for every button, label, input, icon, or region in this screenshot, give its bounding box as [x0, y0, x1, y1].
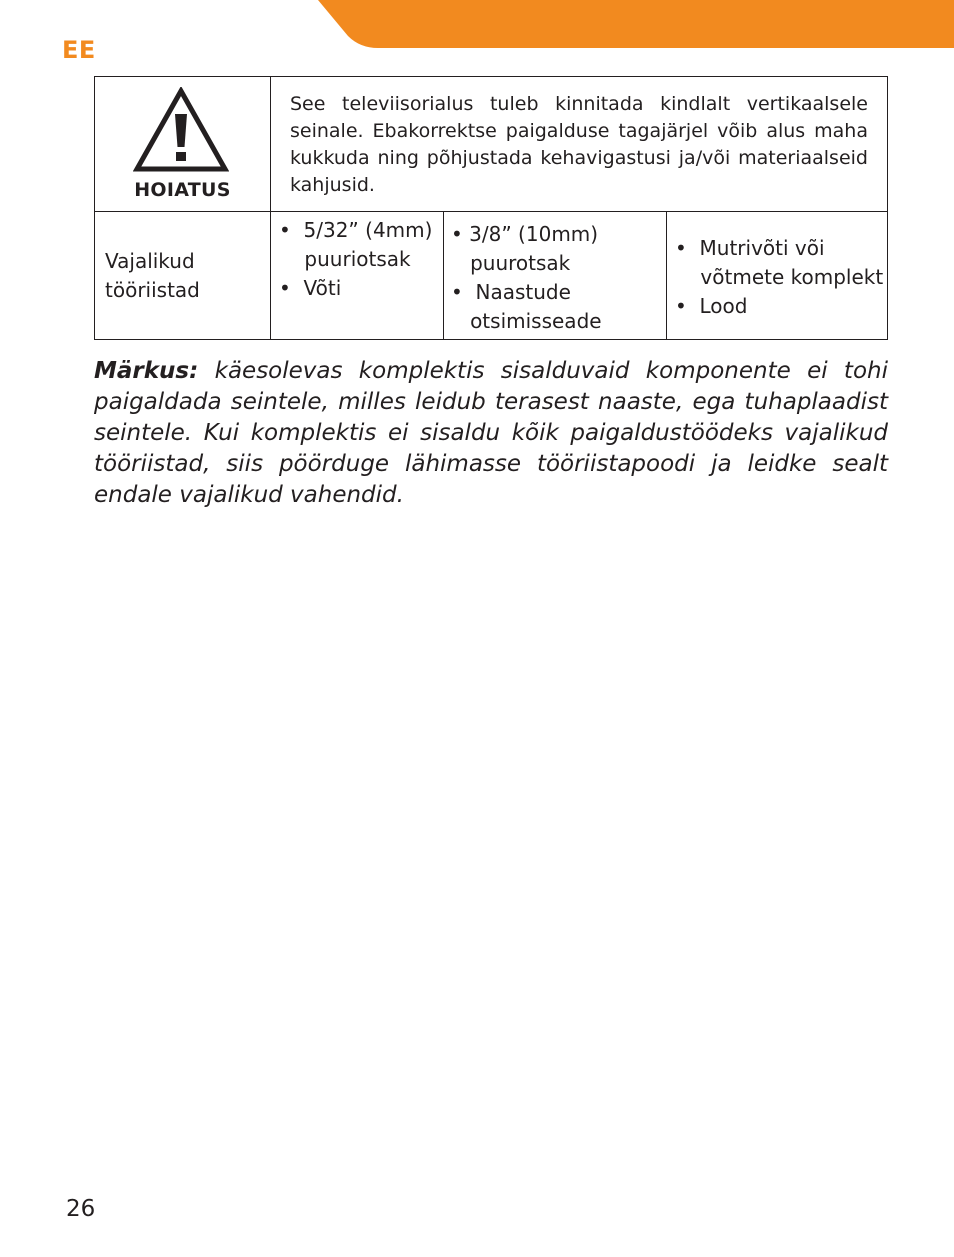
note-text: käesolevas komplektis sisalduvaid komponente ei tohi paigaldada seintele, milles leidub terasest naaste, ega tuhaplaadist seintele. Kui komplektis ei sisaldu kõik paigaldustöödeks vajalikud tööriistad, siis pöörduge lähimasse tööriistapoodi ja leidke sealt endale vajalikud vahendid. — [94, 358, 888, 508]
warning-text: See televiisorialus tuleb kinnitada kindlalt vertikaalsele seinale. Ebakorrektse paigalduse tagajärjel võib alus maha kukkuda ning põhjustada kehavigastusi ja/või materiaalseid kahjusid. — [290, 93, 868, 196]
warning-triangle-icon — [133, 87, 229, 173]
tools-column-1-text: • 5/32” (4mm) puuriotsak • Võti — [279, 218, 433, 300]
language-code: EE — [62, 36, 96, 64]
tools-row — [95, 212, 887, 339]
warning-tools-table — [94, 76, 888, 340]
tools-column-3 — [667, 212, 887, 339]
warning-icon-cell — [95, 77, 271, 211]
tools-column-3-text: • Mutrivõti või võtmete komplekt • Lood — [675, 236, 884, 318]
header-accent-tab — [0, 0, 954, 50]
note-label: Märkus: — [94, 358, 199, 384]
tools-column-1 — [271, 212, 444, 339]
tools-label: Vajalikud tööriistad — [105, 249, 200, 302]
tools-label-cell — [95, 212, 271, 339]
tools-column-2-text: • 3/8” (10mm) puurotsak • Naastude otsimisseade — [451, 222, 602, 333]
tools-column-2 — [444, 212, 667, 339]
warning-row — [95, 77, 887, 212]
note-paragraph — [94, 356, 888, 511]
page-number: 26 — [66, 1196, 96, 1222]
warning-label: HOIATUS — [134, 179, 231, 201]
